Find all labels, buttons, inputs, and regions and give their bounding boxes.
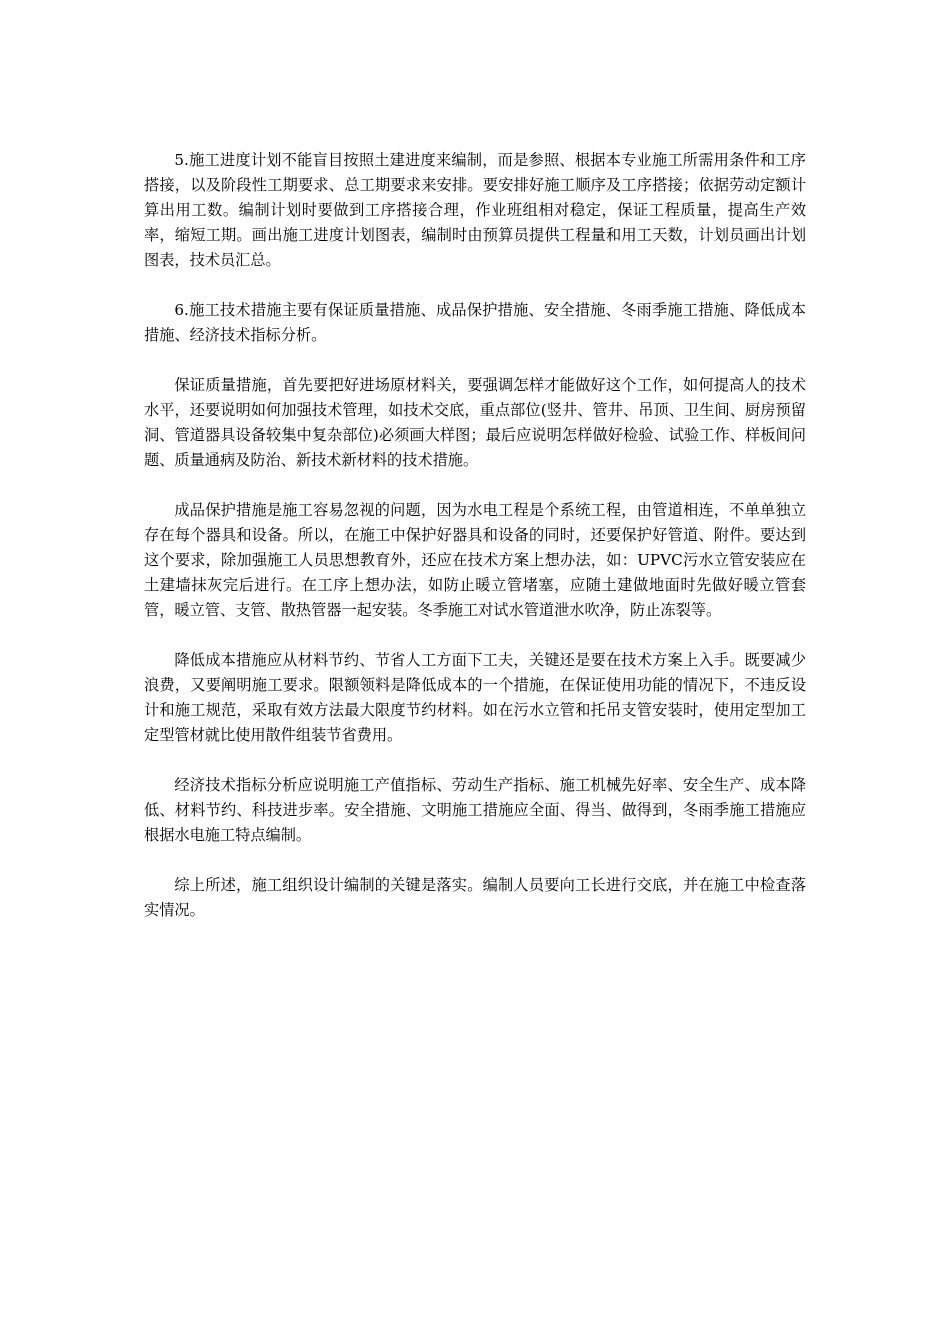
paragraph-summary: 综上所述，施工组织设计编制的关键是落实。编制人员要向工长进行交底，并在施工中检查落实情况。 — [144, 876, 806, 919]
paragraph-cost-reduction: 降低成本措施应从材料节约、节省人工方面下工夫，关键还是要在技术方案上入手。既要减少浪费，又要阐明施工要求。限额领料是降低成本的一个措施，在保证使用功能的情况下，不违反设计和施工规范，采取有效方法最大限度节约材料。如在污水立管和托吊支管安装时，使用定型加工定型管材就比使用散件组装节省费用。 — [144, 651, 806, 744]
document-page — [144, 148, 806, 948]
paragraph-product-protection: 成品保护措施是施工容易忽视的问题，因为水电工程是个系统工程，由管道相连，不单单独立存在每个器具和设备。所以，在施工中保护好器具和设备的同时，还要保护好管道、附件。要达到这个要求，除加强施工人员思想教育外，还应在技术方案上想办法，如：UPVC污水立管安装应在土建墙抹灰完后进行。在工序上想办法，如防止暖立管堵塞，应随土建做地面时先做好暖立管套管，暖立管、支管、散热管器一起安装。冬季施工对试水管道泄水吹净，防止冻裂等。 — [144, 501, 806, 619]
paragraph-schedule-plan: 5.施工进度计划不能盲目按照土建进度来编制，而是参照、根据本专业施工所需用条件和工序搭接，以及阶段性工期要求、总工期要求来安排。要安排好施工顺序及工序搭接；依据劳动定额计算出用工数。编制计划时要做到工序搭接合理，作业班组相对稳定，保证工程质量，提高生产效率，缩短工期。画出施工进度计划图表，编制时由预算员提供工程量和用工天数，计划员画出计划图表，技术员汇总。 — [144, 151, 806, 269]
paragraph-technical-measures: 6.施工技术措施主要有保证质量措施、成品保护措施、安全措施、冬雨季施工措施、降低成本措施、经济技术指标分析。 — [144, 301, 806, 344]
paragraph-economic-indicators: 经济技术指标分析应说明施工产值指标、劳动生产指标、施工机械先好率、安全生产、成本降低、材料节约、科技进步率。安全措施、文明施工措施应全面、得当、做得到，冬雨季施工措施应根据水电施工特点编制。 — [144, 776, 806, 844]
paragraph-quality-measures: 保证质量措施，首先要把好进场原材料关，要强调怎样才能做好这个工作，如何提高人的技术水平，还要说明如何加强技术管理，如技术交底，重点部位(竖井、管井、吊顶、卫生间、厨房预留洞、管道器具设备较集中复杂部位)必须画大样图；最后应说明怎样做好检验、试验工作、样板间问题、质量通病及防治、新技术新材料的技术措施。 — [144, 376, 806, 469]
